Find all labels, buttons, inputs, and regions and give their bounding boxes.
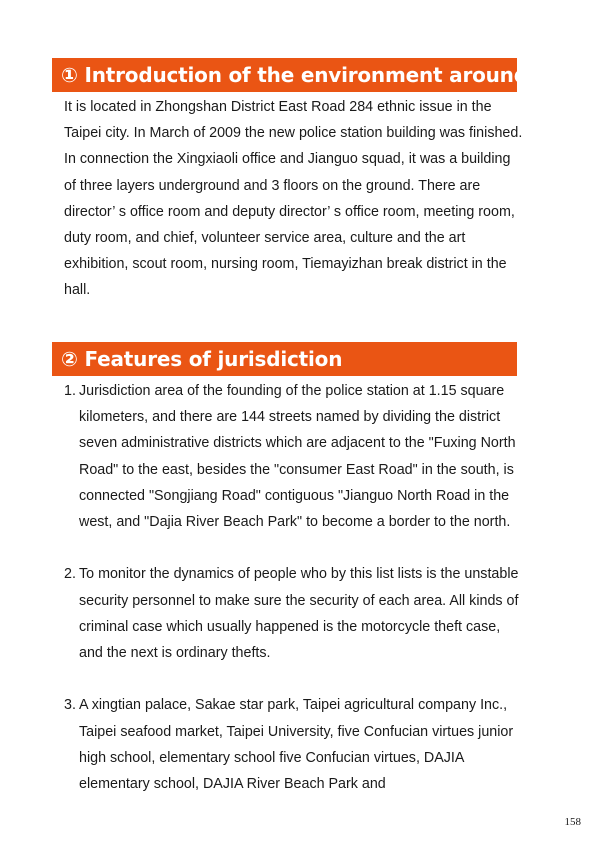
list-item — [64, 561, 524, 666]
environment-paragraph: It is located in Zhongshan District East Road 284 ethnic issue in the Taipei city. In March of 2009 the new police station building was finished. In connection the Xingxiaoli office and Jianguo squad, it was a building of three layers underground and 3 floors on the ground. There are director’ s office room and deputy director’ s office room, meeting room, duty room, and chief, volunteer service area, culture and the art exhibition, scout room, nursing room, Tiemayizhan break district in the hall. — [64, 99, 523, 299]
list-item-number: 1. — [64, 383, 76, 399]
page-number: 158 — [564, 816, 581, 828]
list-item-text: Jurisdiction area of the founding of the police station at 1.15 square kilometers, and there are 144 streets named by dividing the district seven administrative districts which are adjacent to the "Fuxing North Road" to the east, besides the "consumer East Road" in the south, is connected "Songjiang Road" contiguous "Jianguo North Road in the west, and "Dajia River Beach Park" to become a border to the north. — [79, 383, 516, 531]
list-item-text: A xingtian palace, Sakae star park, Taipei agricultural company Inc., Taipei seafood market, Taipei University, five Confucian virtues junior high school, elementary school five Confucian virtues, DAJIA elementary school, DAJIA River Beach Park and — [79, 697, 514, 793]
section-heading-environment: ① Introduction of the environment around — [52, 58, 517, 92]
jurisdiction-list — [64, 378, 524, 823]
list-item-text: To monitor the dynamics of people who by this list lists is the unstable security personnel to make sure the security of each area. All kinds of criminal case which usually happened is the motorcycle theft case, and the next is ordinary thefts. — [79, 566, 519, 662]
list-item-number: 3. — [64, 697, 76, 714]
list-item — [64, 692, 524, 797]
list-item — [64, 378, 524, 535]
section-heading-jurisdiction: ② Features of jurisdiction — [52, 342, 517, 376]
list-item-number: 2. — [64, 566, 76, 583]
